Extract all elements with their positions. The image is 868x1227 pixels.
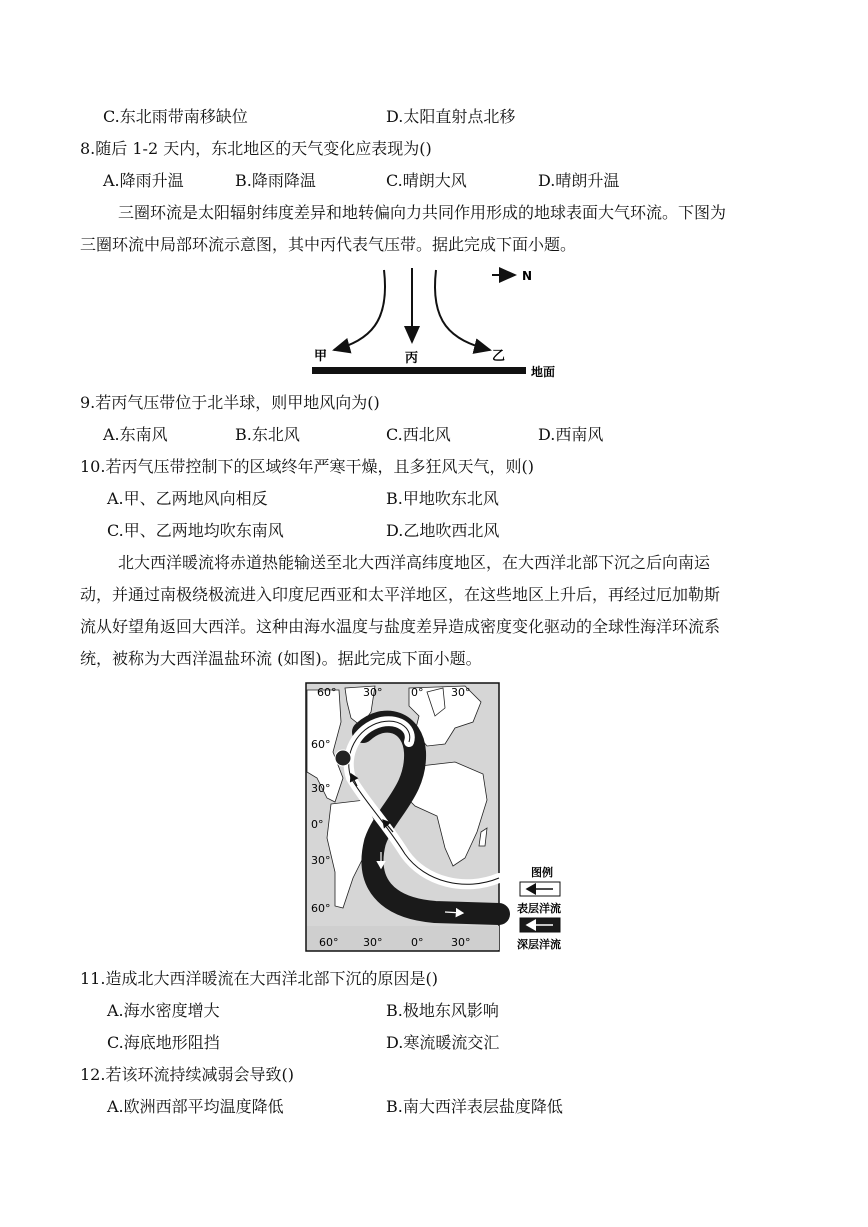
q8-stem: 8.随后 1-2 天内，东北地区的天气变化应表现为() bbox=[80, 139, 432, 158]
q10-option-b: B.甲地吹东北风 bbox=[386, 489, 499, 508]
q9-stem: 9.若丙气压带位于北半球，则甲地风向为() bbox=[80, 393, 380, 412]
label-yi: 乙 bbox=[492, 349, 506, 364]
q9-option-a: A.东南风 bbox=[103, 425, 168, 444]
q11-option-d: D.寒流暖流交汇 bbox=[386, 1033, 500, 1052]
q8-option-b: B.降雨降温 bbox=[235, 171, 316, 190]
circulation-diagram bbox=[300, 262, 570, 382]
bottom-tick-4: 30° bbox=[451, 936, 471, 949]
q11-stem: 11.造成北大西洋暖流在大西洋北部下沉的原因是() bbox=[80, 969, 438, 988]
q9-option-b: B.东北风 bbox=[235, 425, 300, 444]
q9-option-d: D.西南风 bbox=[538, 425, 604, 444]
top-tick-3: 0° bbox=[411, 686, 424, 699]
intro-circulation-line1: 三圈环流是太阳辐射纬度差异和地转偏向力共同作用形成的地球表面大气环流。下图为 bbox=[118, 203, 727, 222]
q7-option-c: C.东北雨带南移缺位 bbox=[103, 107, 248, 126]
intro-ocean-line2: 动，并通过南极绕极流进入印度尼西亚和太平洋地区，在这些地区上升后，再经过厄加勒斯 bbox=[80, 585, 721, 604]
top-tick-4: 30° bbox=[451, 686, 471, 699]
left-tick-3: 0° bbox=[311, 818, 324, 831]
legend-title: 图例 bbox=[531, 866, 553, 879]
top-tick-2: 30° bbox=[363, 686, 383, 699]
label-bing: 丙 bbox=[405, 351, 419, 366]
q7-option-d: D.太阳直射点北移 bbox=[386, 107, 516, 126]
q8-option-d: D.晴朗升温 bbox=[538, 171, 620, 190]
top-tick-1: 60° bbox=[317, 686, 337, 699]
intro-circulation-line2: 三圈环流中局部环流示意图，其中丙代表气压带。据此完成下面小题。 bbox=[80, 235, 577, 254]
left-tick-4: 30° bbox=[311, 854, 331, 867]
q8-option-c: C.晴朗大风 bbox=[386, 171, 467, 190]
right-wind-arrow bbox=[435, 270, 490, 350]
ground-bar bbox=[312, 367, 526, 374]
left-wind-arrow bbox=[334, 270, 385, 350]
legend-deep-label: 深层洋流 bbox=[517, 938, 561, 951]
ground-label: 地面 bbox=[531, 365, 556, 379]
q8-option-a: A.降雨升温 bbox=[103, 171, 184, 190]
left-tick-1: 60° bbox=[311, 738, 331, 751]
q11-option-c: C.海底地形阻挡 bbox=[107, 1033, 220, 1052]
q12-stem: 12.若该环流持续减弱会导致() bbox=[80, 1065, 294, 1084]
q10-option-c: C.甲、乙两地均吹东南风 bbox=[107, 521, 284, 540]
q11-option-a: A.海水密度增大 bbox=[107, 1001, 220, 1020]
bottom-tick-1: 60° bbox=[319, 936, 339, 949]
q12-option-a: A.欧洲西部平均温度降低 bbox=[107, 1097, 284, 1116]
q9-option-c: C.西北风 bbox=[386, 425, 451, 444]
intro-ocean-line1: 北大西洋暖流将赤道热能输送至北大西洋高纬度地区，在大西洋北部下沉之后向南运 bbox=[118, 553, 711, 572]
left-tick-2: 30° bbox=[311, 782, 331, 795]
q11-option-b: B.极地东风影响 bbox=[386, 1001, 499, 1020]
left-tick-5: 60° bbox=[311, 902, 331, 915]
bottom-tick-2: 30° bbox=[363, 936, 383, 949]
sinking-point-icon bbox=[335, 750, 351, 766]
north-label: N bbox=[522, 269, 533, 283]
intro-ocean-line4: 统，被称为大西洋温盐环流 (如图)。据此完成下面小题。 bbox=[80, 649, 482, 668]
q12-option-b: B.南大西洋表层盐度降低 bbox=[386, 1097, 563, 1116]
thermohaline-map bbox=[305, 682, 585, 954]
legend-surface-label: 表层洋流 bbox=[517, 902, 561, 915]
label-jia: 甲 bbox=[314, 349, 328, 364]
bottom-tick-3: 0° bbox=[411, 936, 424, 949]
q10-option-a: A.甲、乙两地风向相反 bbox=[107, 489, 268, 508]
intro-ocean-line3: 流从好望角返回大西洋。这种由海水温度与盐度差异造成密度变化驱动的全球性海洋环流系 bbox=[80, 617, 721, 636]
q10-stem: 10.若丙气压带控制下的区域终年严寒干燥，且多狂风天气，则() bbox=[80, 457, 534, 476]
q10-option-d: D.乙地吹西北风 bbox=[386, 521, 500, 540]
